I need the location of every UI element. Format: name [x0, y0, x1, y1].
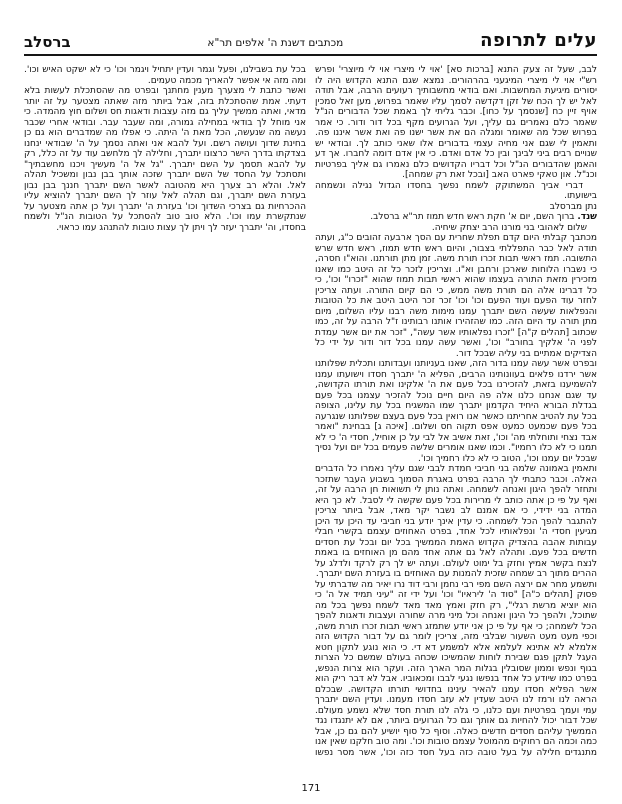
letter-354-paragraph: ותאמין באמונה שלמה בני חביבי חמדת לבבי שגם עליך נאמרו כל הדברים האלה. וכבר כתבתי לך הרבה בפרט באגרת הסמוך בשבוע העבר שתזכר ותחזר להפך היגון ואנחה לשמחה. ואתה נותן לי תשואות חן הרבה על זה, ואף על פי כן אתה כותב לי מרירות בכל פעם שקשה לי לסבל. לא כך היא המדה בני ידידי, כי אם אמנם לב נשבר יקר מאד, אבל ביותר צריכין להתגבר להפך הכל לשמחה. כי עדין אינך יודע בני חביבי עד היכן עד היכן מגיעין חסדי ה' ונפלאותיו לכל אחד, בפרט האחוזים עצמם בקשרי חבלי עבותות אהבה בהצדיק הקדוש האמת הממשיך בכל יום ובכל עת חסדים חדשים בכל פעם. ותהלה לאל גם אתה אחד מהם מן האוחזים בו באמת לנצח בקשר אמיץ וחזק בל ימוט לעולם. ועתה יש לך רק לרקד ולדלג על ההרים מתוך רב שמחה שזכית להמנות עם האוחזים בו בעזרת השם יתברך.	[315, 464, 597, 579]
letter-353-signoff: דברי אביך המשתוקק לשמח נפשך בחסדו הגדול נגילה ונשמחה בישועתו.	[315, 180, 597, 201]
letter-353-body-continuation: לבב, שעל זה צעק התנא [ברכות סא] 'אוי לי מיצרי אוי לי מיוצרי' ופרש רש"י אוי לי מיצרי המיגעני בהרהורים. נמצא שגם התנא הקדוש היה לו יסורים מיגיעת המחשבות. ואם בודאי מחשבותיך רעועים הרבה, אבל תודה לאל יש לך הכח של זקן דקדשה לסמך עליו שאמר בפרוש, מען זאל סמכין אויף זיין כח [שנסמך על כחו]. וכבר גליתי לך באמת שכל הדבורים הנ"ל שאמר כלם נאמרים גם עליך, ועל הגרועים מקף בכל דור ודור. כי אמר בפרוש שכל מה שאומר ומגלה הם את אשר ישנו פה ואת אשר איננו פה. ותאמין לי שגם אני מחיה עצמי בדבורים אלו שאני כותב לך. ובודאי יש שנויים רבים ביני לבינך ובין כל אדם ואדם. כי אין אדם דומה לחברו. אך דע והאמן שהדבורים הנ"ל וכל דבריו הקדושים כלם נאמרו גם אליך בפרטיות וכנ"ל. און טאקי פארט האב [ובכל זאת רק שמחה].	[315, 65, 597, 180]
page-footer	[0, 783, 622, 794]
book-title: עלים לתרופה	[480, 30, 597, 51]
header-subtitle: מכתבים דשנת ה' אלפים תר"א	[207, 37, 344, 49]
letter-354-number: שנד.	[577, 212, 597, 222]
letter-354-paragraph: ובפרט אשר עשה עמנו בדור הזה, שאנו בעניותנו ועבדותנו ותכלית שפלותנו אשר ירדנו פלאים בעוונותינו הרבים, הפליא ה' יתברך חסדו וישועתו עמנו להשמיענו בזאת, להזכירנו בכל פעם את ה' אלקינו ואת תורתו הקדושה, עד שגם אנחנו כלנו אלה פה היום חיים נוכל להזכיר עצמנו בכל פעם בגדלת הבורא היחיד הקדמון יתברך שמו המשגיח בכל עת עלינו, הצופה בכל עת להטיב אחריתנו כאשר אנו רואין בכל פעם בעצם שפלותנו שנגרעה בכל פעם שכמעט כמעט אפס תקוה חס ושלום. [איכה ג] בבחינת "ואמר אבד נצחי ותוחלתי מה' וכו', זאת אשיב אל לבי על כן אוחיל, חסדי ה' כי לא תמנו כי לא כלו רחמיו". וכמו שאנו אומרים שלשה פעמים בכל יום ועל נסיך שבכל יום עמנו וכו', הטוב כי לא כלו רחמיך וכו'.	[315, 359, 597, 464]
letter-text-columns	[24, 65, 597, 765]
letter-354-heading	[315, 212, 597, 223]
letter-354-paragraph: ואשר כתבת לי מצערך מענין מחתנך ובפרט מה שהסתכלת לעשות בלא דעתי. אמת שהסתכלת בזה, אבל ביותר מזה שאתה מצטער על זה יותר מדאי, ואתה ממשיך עליך גם מזה עצבות ודאגות חס ושלום חוץ מהמדה. כי אני מוחל לך בודאי במחילה גמורה, ומה שעבר עבר. ובודאי אחרי שכבר נעשה מה שנעשה, הכל מאת ה' היתה. כי אפלו מה שמדברים הוא גם כן בחינת שדוך ועושה רשם. ועל להבא אני ואתה נסמך על ה' שבודאי ינחנו בצדקתו בדרך הישר כרצונו יתברך, וחלילה לך מלחשב עוד על זה כלל, רק על להבא תסמך על השם יתברך. "גל אל ה' מעשיך ויכנו מחשבתיך" ותסתכל על החסד של השם יתברך שזכה אותך בבן נבון ומשכיל תהלה לאל. והלא רב צערך היא מהטובה לאשר השם יתברך חננך בבן נבון בעזרת השם יתברך, וגם תהלה לאל עוזר לך השם יתברך להוציא עליו ההכרחיות גם בצרכי השדוך וכו' בעזרת ה' יתברך ועל כן אתה מצטער על שנתקשרת עמו וכו'. הלא טוב טוב להסתכל על הטובות הנ"ל ולשמח בחסדו, וה' יתברך יעזר לך ויתן לך עצות טובות להתנהג עמו כראוי.	[24, 86, 306, 233]
page-number: 171	[301, 783, 321, 794]
letter-354-paragraph: מכתבך קבלתי היום קדם תפלת שחרית עם הסך ארבעה זהובים כ"ג, ועתה תודה לאל כבר התפללתי בצבור, והיום ראש חדש תמוז, ראש חדש שרש התשובה. תמז ראשי תבות זכרו תורת משה. זמן מתן תורתנו. והוא"ו חסרה, כי נשברו הלוחות שארכן ורחבן וא"ו. וצריכין לזכר כל זה היטב כמו שאנו מזכירין מזאת התורה בעצמו שהוא ראשי תבות תמוז שהוא "זכרו" וכו', כי כל דברינו אלה הם תורת משה ממש, כי הם קיום התורה. ועתה צריכין לחזר עוד הפעם ועוד הפעם וכו' וכו' זכר זכר היטב היטב את כל הטובות והנפלאות שעשה השם יתברך עמנו מימות משה רבנו עליו השלום, מיום מתן תורה עד היום הזה. כמו שהזהירו אותנו רבותינו ז"ל הרבה על זה, כמו שכתוב [תהלים ק"ה] "זכרו נפלאותיו אשר עשה", "זכר את יום אשר עמדת לפני ה' אלקיך בחורב" וכו', ואשר עשה עמנו בכל דור ודור על ידי כל הצדיקים אמתיים בני עליה שבכל דור.	[315, 233, 597, 359]
header-place: ברסלב	[24, 33, 71, 51]
letter-353-signature: נתן מברסלב	[549, 201, 597, 212]
page-header	[24, 30, 597, 56]
letter-354-salutation: שלום לאהובי בני מורנו הרב יצחק שיחיה.	[431, 222, 587, 233]
letter-354-paragraph: ותשמע מחר אם ירצה השם מפי רבי נחמן ורבי דוד נרו יאיר מה שדברתי על פסוק [תהלים כ"ה] "סוד ה' ליראיו" וכו' ועל ידי זה "עיני תמיד אל ה' כי הוא יוציא מרשת רגלי", רק חזק ואמץ מאד מאד לשמח נפשך בכל מה שתוכל, ולהפך כל היגון ואנחה וכל מיני מרה שחורה ועצבות ודאגות להפך הכל לשמחה; כי אף על פי כן אני יודע שתמזג ראשי תבות זכרו תורת משה, וכפי מעט מעט השעור שבלבי מזה, צריכין לומר גם על דבור הקדוש הזה אלמלא לא אתינא לעלמא אלא למשמע דא די. כי הוא נוגע לתקון חטא העגל לתקן פגם שבירת לוחות שהמשיכו שכחה בעולם שמשם כל הצרות בגוף ונפש וממון שסובלין בגלות המר הארך הזה. ועקר הוא צרות הנפש, בפרט כמו שיודע כל אחד בנפשו נגעי לבבו ומכאוביו. אבל לא דבר ריק הוא אשר הפליא חסדו עמנו להאיר עינינו בחדושי תורתו הקדושה. שבכלם הראה לנו ורמז לנו היטב שעדין לא עזב חסדו מעמנו. ועדין השם יתברך עמי ועמך בפרטיות ועם כלנו, כי גלה לנו תורת חסד שלא נשמע מעולם. שכל דבור יכול להחיות גם אותך וגם כל הגרועים ביותר, אם לא יתנגדו נגד הממשיך עליהם חסדים חדשים כאלה. וסוף כל סוף יושיע להם גם כן, אבל כמה וכמה הם רחוקים מהמוטל עצמם טובות וכו'. ומה טוב חלקנו שאין אנו מתנגדים חלילה על בעל טובה כזה בעל חסד כזה וכו', אשר מסר נפשו בכל עת בשבילנו, ופעל וגמר ועדין יתחיל ויגמר וכו' כי לא ישקט האיש וכו'. ומה מזה אי אפשר להאריך מכמה טעמים.	[24, 65, 597, 758]
letter-354-dateline: ברוך השם, יום א' חקת ראש חדש תמוז תר"א ברסלב.	[370, 212, 578, 222]
